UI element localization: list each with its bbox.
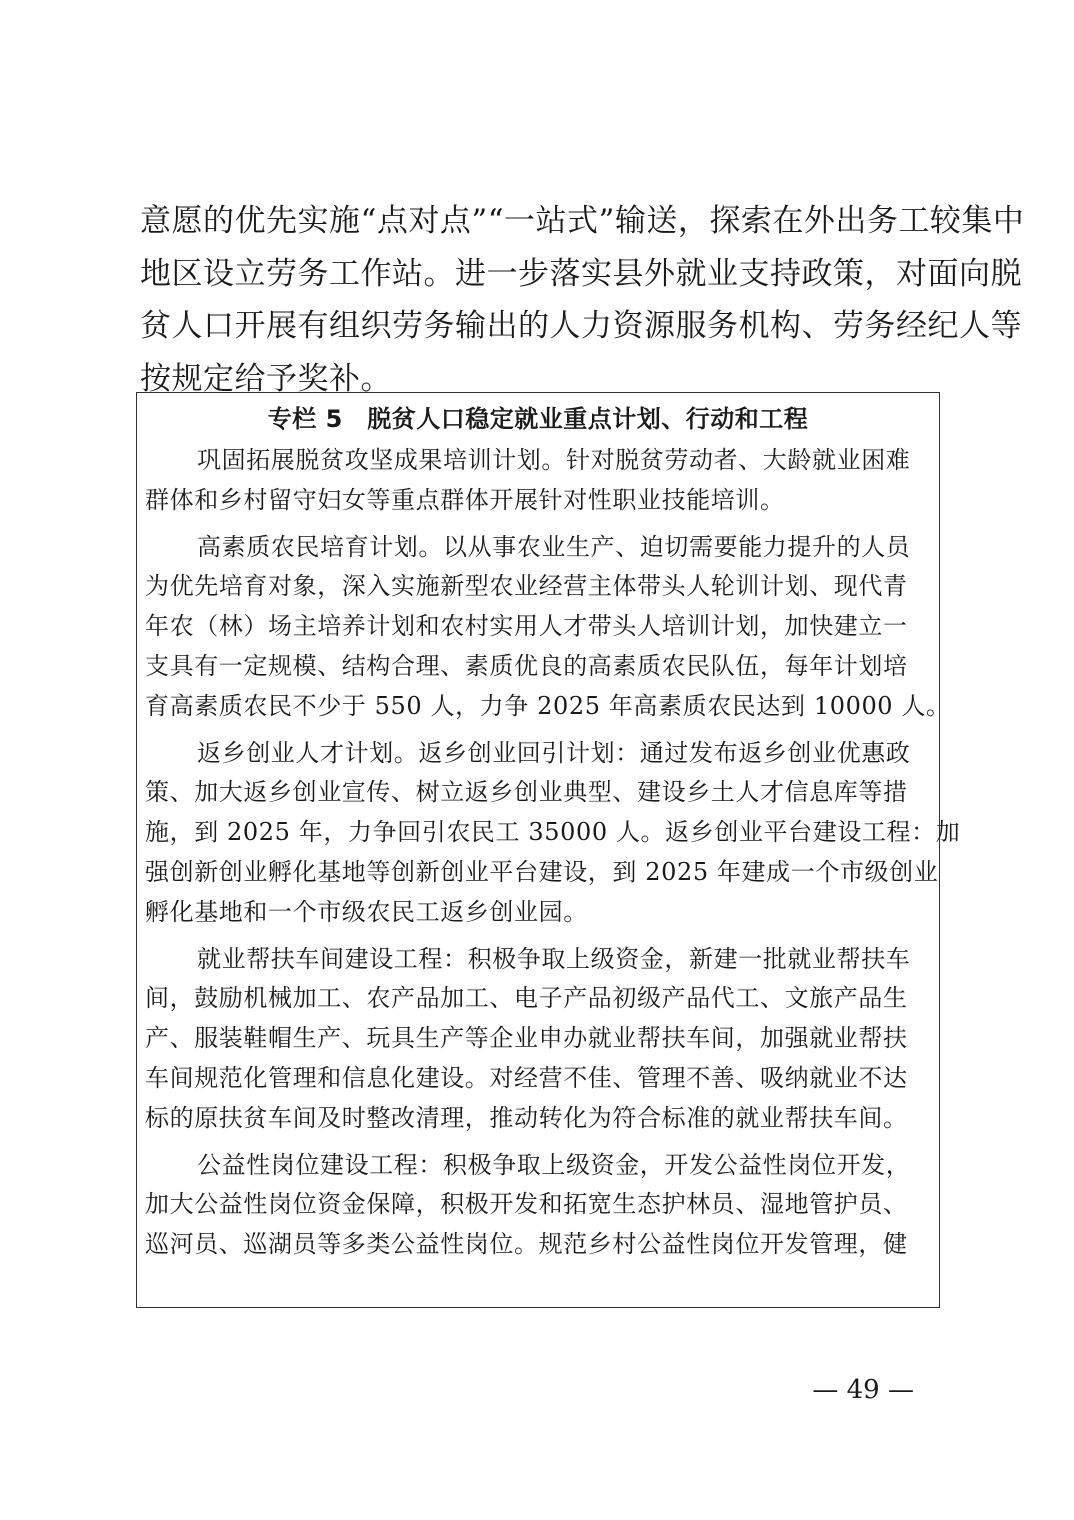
box-line: 支具有一定规模、结构合理、素质优良的高素质农民队伍，每年计划培 bbox=[145, 651, 908, 680]
body-line: 贫人口开展有组织劳务输出的人力资源服务机构、劳务经纪人等 bbox=[140, 308, 1022, 344]
box-line: 高素质农民培育计划。以从事农业生产、迫切需要能力提升的人员 bbox=[197, 532, 911, 561]
box-line: 巡河员、巡湖员等多类公益性岗位。规范乡村公益性岗位开发管理，健 bbox=[145, 1230, 908, 1259]
column-box-content bbox=[145, 441, 961, 1265]
box-line: 群体和乡村留守妇女等重点群体开展针对性职业技能培训。 bbox=[145, 485, 785, 514]
column-box bbox=[136, 392, 961, 1308]
body-line: 按规定给予奖补。 bbox=[140, 360, 392, 397]
body-line: 意愿的优先实施“点对点”“一站式”输送，探索在外出务工较集中 bbox=[140, 203, 1025, 239]
column-box-title: 专栏 5 脱贫人口稳定就业重点计划、行动和工程 bbox=[267, 405, 809, 433]
box-line: 策、加大返乡创业宣传、树立返乡创业典型、建设乡土人才信息库等措 bbox=[145, 778, 908, 807]
box-line: 为优先培育对象，深入实施新型农业经营主体带头人轮训计划、现代青 bbox=[145, 572, 908, 601]
body-line: 地区设立劳务工作站。进一步落实县外就业支持政策，对面向脱 bbox=[140, 255, 1022, 292]
box-line: 孵化基地和一个市级农民工返乡创业园。 bbox=[145, 897, 588, 926]
box-line: 就业帮扶车间建设工程：积极争取上级资金，新建一批就业帮扶车 bbox=[197, 944, 911, 973]
page-number: — 49 — bbox=[812, 1375, 914, 1405]
box-line: 年农（林）场主培养计划和农村实用人才带头人培训计划，加快建立一 bbox=[145, 612, 908, 641]
box-line: 产、服装鞋帽生产、玩具生产等企业申办就业帮扶车间，加强就业帮扶 bbox=[145, 1024, 908, 1053]
box-line: 标的原扶贫车间及时整改清理，推动转化为符合标准的就业帮扶车间。 bbox=[145, 1103, 908, 1132]
box-line: 加大公益性岗位资金保障，积极开发和拓宽生态护林员、湿地管护员、 bbox=[145, 1190, 908, 1219]
box-line: 返乡创业人才计划。返乡创业回引计划：通过发布返乡创业优惠政 bbox=[197, 738, 911, 767]
box-line: 车间规范化管理和信息化建设。对经营不佳、管理不善、吸纳就业不达 bbox=[145, 1063, 908, 1092]
box-line: 间，鼓励机械加工、农产品加工、电子产品初级产品代工、文旅产品生 bbox=[145, 984, 908, 1013]
box-line: 施，到 2025 年，力争回引农民工 35000 人。返乡创业平台建设工程：加 bbox=[145, 818, 961, 847]
box-line: 巩固拓展脱贫攻坚成果培训计划。针对脱贫劳动者、大龄就业困难 bbox=[197, 446, 911, 474]
box-line: 强创新创业孵化基地等创新创业平台建设，到 2025 年建成一个市级创业 bbox=[145, 857, 939, 886]
body-paragraph bbox=[140, 195, 1025, 405]
box-line: 公益性岗位建设工程：积极争取上级资金，开发公益性岗位开发， bbox=[197, 1150, 911, 1179]
box-line: 育高素质农民不少于 550 人，力争 2025 年高素质农民达到 10000 人。 bbox=[145, 691, 951, 720]
